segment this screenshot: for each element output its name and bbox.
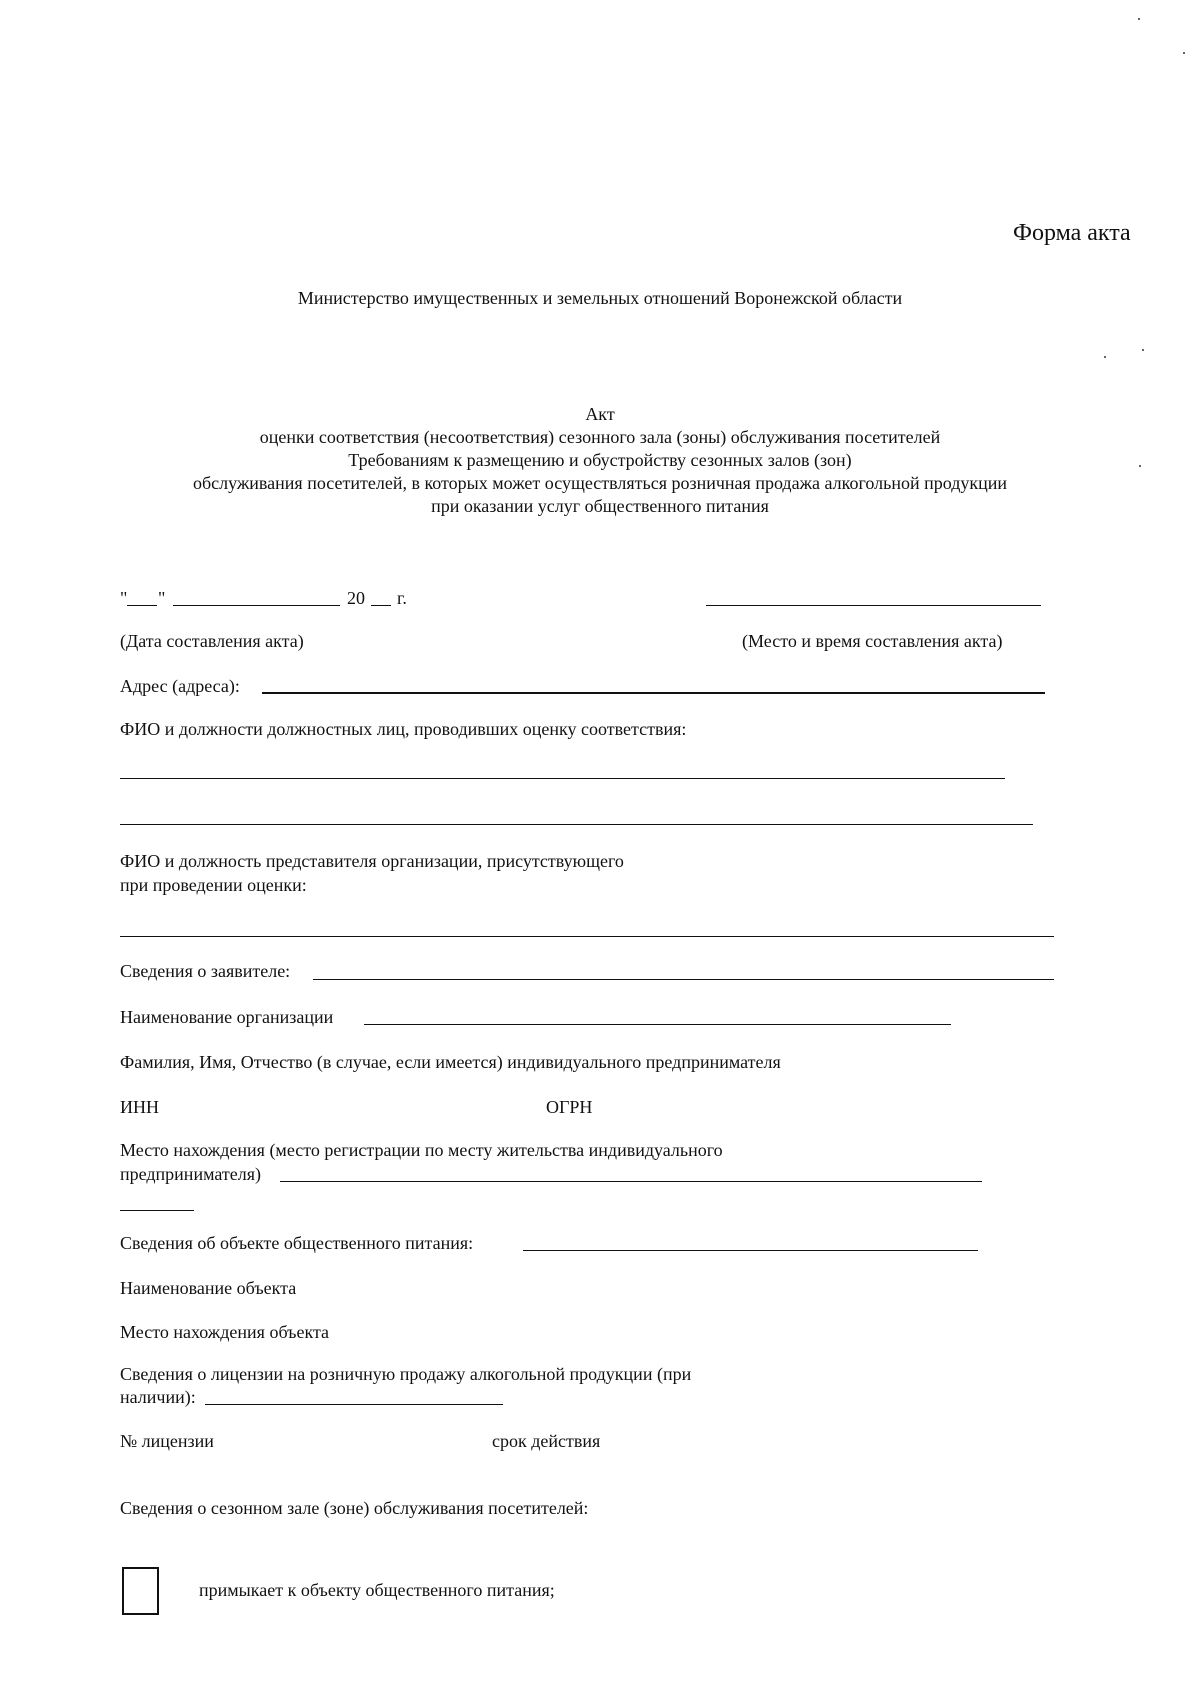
license-label-cont: наличии): — [120, 1387, 196, 1407]
location-label: Место нахождения (место регистрации по месту жительства индивидуального — [120, 1140, 723, 1160]
officials-field-2[interactable] — [120, 824, 1033, 825]
location-field[interactable] — [280, 1181, 982, 1182]
catering-label: Сведения об объекте общественного питания: — [120, 1233, 474, 1253]
officials-label: ФИО и должности должностных лиц, проводивших оценку соответствия: — [120, 719, 687, 739]
year-prefix: 20 — [347, 588, 365, 608]
license-term-label: срок действия — [492, 1431, 601, 1451]
act-subtitle: Требованиям к размещению и обустройству сезонных залов (зон) — [348, 450, 852, 470]
scan-speck — [1138, 18, 1140, 20]
adjacent-checkbox[interactable] — [122, 1567, 159, 1615]
org-name-label: Наименование организации — [120, 1007, 334, 1027]
day-blank[interactable] — [127, 605, 157, 606]
month-blank[interactable] — [173, 605, 340, 606]
location-label-cont: предпринимателя) — [120, 1164, 261, 1184]
adjacent-option-label: примыкает к объекту общественного питания; — [199, 1580, 555, 1600]
object-name-label: Наименование объекта — [120, 1278, 297, 1298]
year-suffix: г. — [397, 588, 407, 608]
seasonal-hall-label: Сведения о сезонном зале (зоне) обслуживания посетителей: — [120, 1498, 589, 1518]
location-field-cont[interactable] — [120, 1210, 194, 1211]
scan-speck — [1142, 349, 1144, 351]
address-field[interactable] — [262, 692, 1045, 694]
act-subtitle: обслуживания посетителей, в которых может осуществляться розничная продажа алкогольной продукции — [192, 473, 1008, 493]
place-caption: (Место и время составления акта) — [742, 631, 1003, 651]
act-title: Акт — [585, 404, 615, 424]
representative-label: ФИО и должность представителя организации, присутствующего — [120, 851, 624, 871]
license-label: Сведения о лицензии на розничную продажу алкогольной продукции (при — [120, 1364, 692, 1384]
date-quote-open: " — [120, 588, 128, 608]
representative-field[interactable] — [120, 936, 1054, 937]
date-caption: (Дата составления акта) — [120, 631, 304, 651]
ip-name-label: Фамилия, Имя, Отчество (в случае, если имеется) индивидуального предпринимателя — [120, 1052, 781, 1072]
date-quote-close: " — [158, 588, 166, 608]
act-subtitle: при оказании услуг общественного питания — [431, 496, 769, 516]
act-subtitle: оценки соответствия (несоответствия) сезонного зала (зоны) обслуживания посетителей — [259, 427, 941, 447]
applicant-label: Сведения о заявителе: — [120, 961, 291, 981]
org-name-field[interactable] — [364, 1024, 951, 1025]
ogrn-label: ОГРН — [546, 1097, 593, 1117]
license-number-label: № лицензии — [120, 1431, 214, 1451]
object-location-label: Место нахождения объекта — [120, 1322, 330, 1342]
representative-label-cont: при проведении оценки: — [120, 875, 307, 895]
form-label: Форма акта — [1013, 220, 1131, 246]
scan-speck — [1183, 52, 1185, 54]
inn-label: ИНН — [120, 1097, 159, 1117]
year-blank[interactable] — [371, 605, 391, 606]
scan-speck — [1104, 356, 1106, 358]
catering-field[interactable] — [523, 1250, 978, 1251]
address-label: Адрес (адреса): — [120, 676, 240, 696]
applicant-field[interactable] — [313, 979, 1054, 980]
officials-field-1[interactable] — [120, 778, 1005, 779]
ministry-name: Министерство имущественных и земельных отношений Воронежской области — [297, 288, 903, 308]
license-field[interactable] — [205, 1404, 503, 1405]
place-time-blank[interactable] — [706, 605, 1041, 606]
